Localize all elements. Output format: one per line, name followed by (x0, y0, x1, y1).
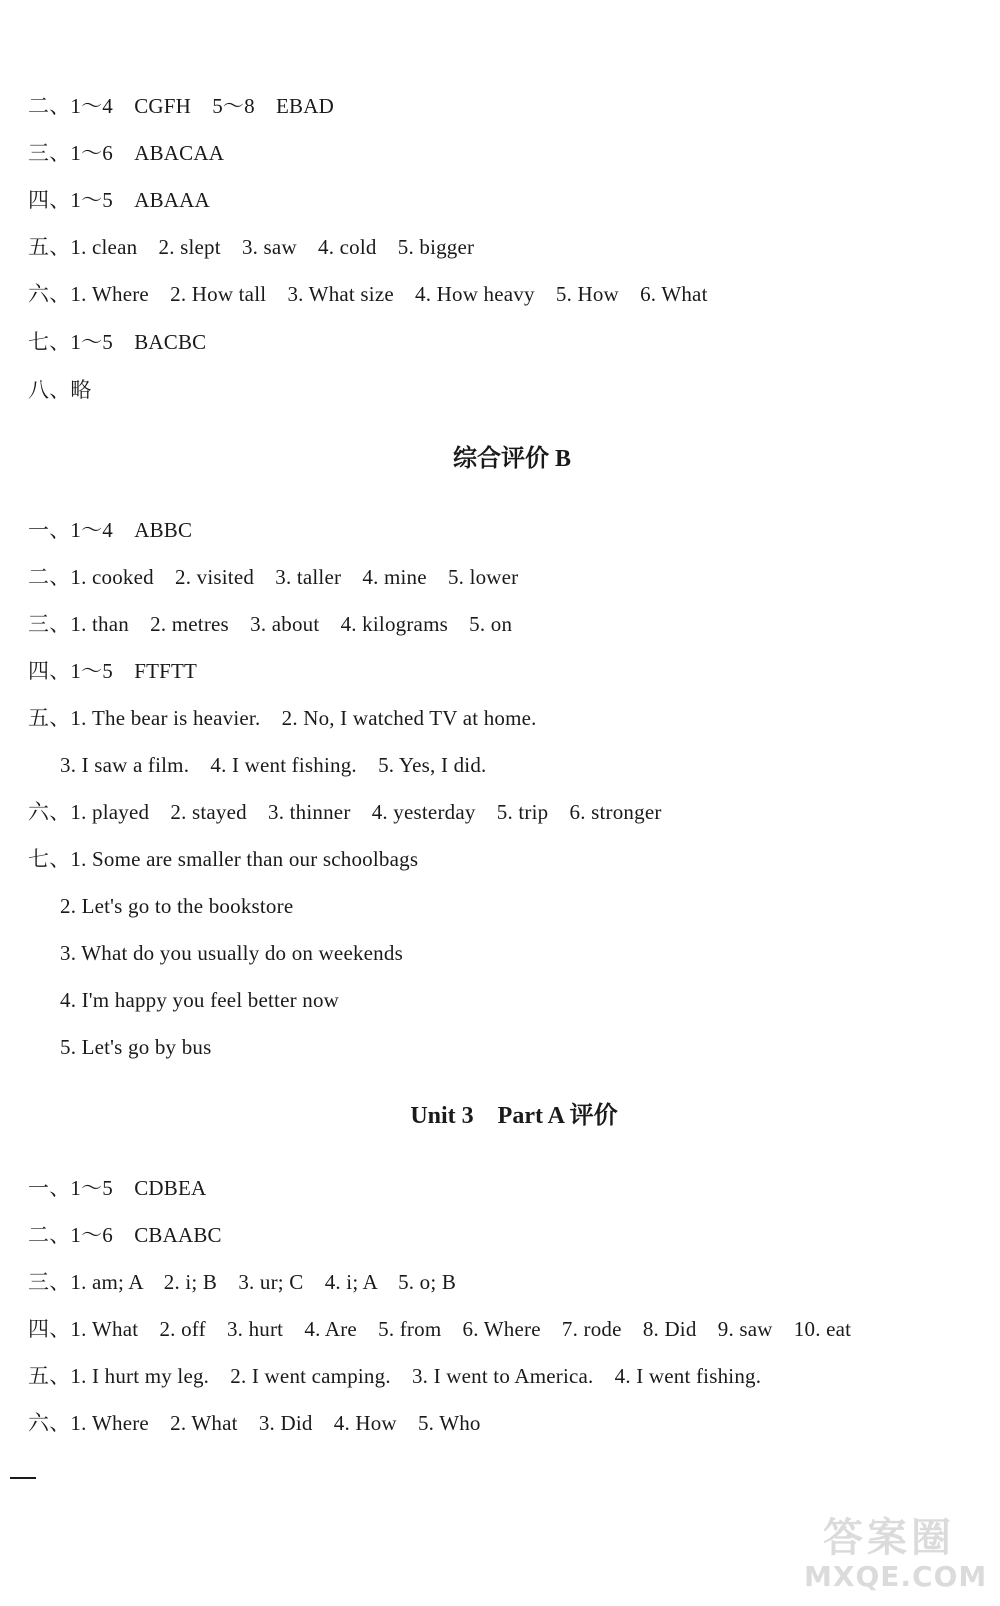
answer-line-si-2: 四、1～5 FTFTT (28, 659, 198, 683)
footer-rule (10, 1477, 36, 1479)
answer-line-yi-2: 一、1～4 ABBC (28, 518, 193, 542)
answer-line-qi-1: 七、1～5 BACBC (28, 330, 207, 354)
answer-line-er-3: 二、1～6 CBAABC (28, 1223, 222, 1247)
answer-line-qi-2-item3: 3. What do you usually do on weekends (60, 941, 403, 965)
answer-line-san-3: 三、1. am; A 2. i; B 3. ur; C 4. i; A 5. o; B (28, 1270, 457, 1294)
answer-line-wu-1: 五、1. clean 2. slept 3. saw 4. cold 5. bigger (28, 235, 475, 259)
answer-line-qi-2: 七、1. Some are smaller than our schoolbags (28, 847, 419, 871)
section-heading-unit3-part-a: Unit 3 Part A 评价 (410, 1103, 618, 1129)
answer-line-liu-2: 六、1. played 2. stayed 3. thinner 4. yesterday 5. trip 6. stronger (28, 800, 662, 824)
answer-line-ba-1: 八、略 (28, 378, 92, 402)
answer-line-wu-3: 五、1. I hurt my leg. 2. I went camping. 3. I went to America. 4. I went fishing. (28, 1364, 762, 1388)
answer-line-qi-2-item4: 4. I'm happy you feel better now (60, 988, 340, 1012)
answer-line-liu-3: 六、1. Where 2. What 3. Did 4. How 5. Who (28, 1411, 481, 1435)
answer-line-wu-2: 五、1. The bear is heavier. 2. No, I watched TV at home. (28, 706, 537, 730)
watermark-top-text: 答案圈 (823, 1515, 955, 1561)
answer-line-wu-2-cont: 3. I saw a film. 4. I went fishing. 5. Yes, I did. (60, 753, 487, 777)
answer-line-yi-3: 一、1～5 CDBEA (28, 1176, 207, 1200)
answer-line-liu-1: 六、1. Where 2. How tall 3. What size 4. How heavy 5. How 6. What (28, 282, 708, 306)
answer-line-qi-2-item2: 2. Let's go to the bookstore (60, 894, 294, 918)
watermark-logo (804, 1514, 988, 1600)
answer-line-er-1: 二、1～4 CGFH 5～8 EBAD (28, 94, 334, 118)
section-heading-review-b: 综合评价 B (452, 446, 571, 472)
answer-line-si-3: 四、1. What 2. off 3. hurt 4. Are 5. from 6. Where 7. rode 8. Did 9. saw 10. eat (28, 1317, 852, 1341)
answer-line-er-2: 二、1. cooked 2. visited 3. taller 4. mine 5. lower (28, 565, 519, 589)
answer-line-si-1: 四、1～5 ABAAA (28, 188, 210, 212)
answer-line-san-1: 三、1～6 ABACAA (28, 141, 225, 165)
watermark-bottom-text: MXQE.COM (804, 1560, 988, 1593)
answer-line-san-2: 三、1. than 2. metres 3. about 4. kilograms 5. on (28, 612, 513, 636)
answer-line-qi-2-item5: 5. Let's go by bus (60, 1035, 212, 1059)
